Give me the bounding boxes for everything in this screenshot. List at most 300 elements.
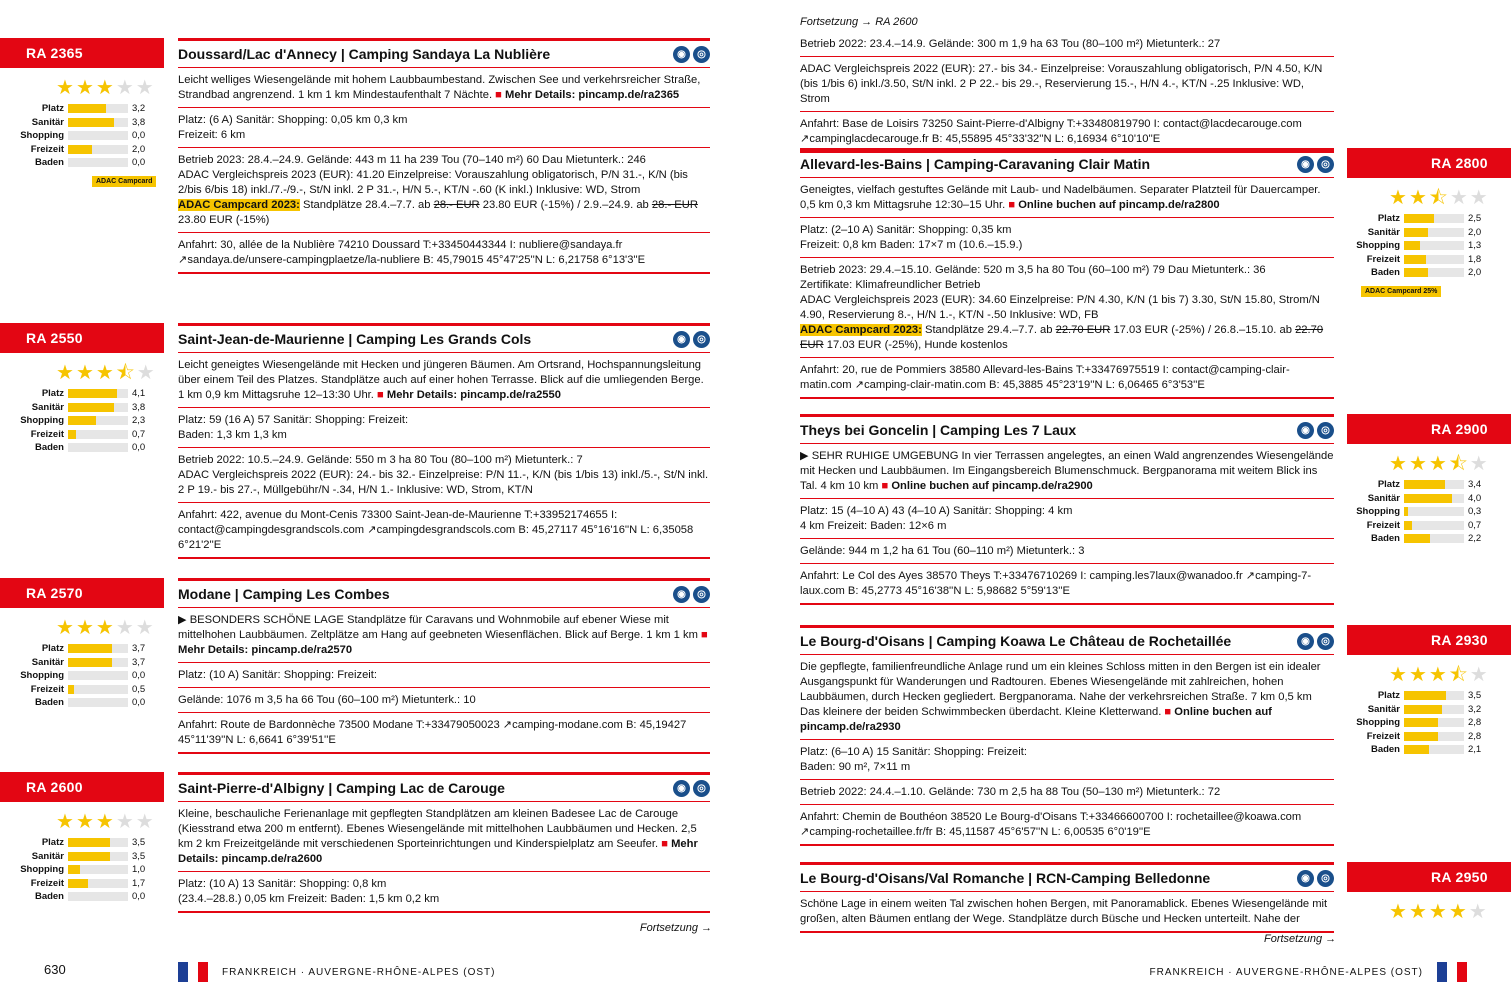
rating-sidebar [0,772,164,904]
entry-icons [673,780,710,797]
star-icon: ★ [1408,187,1427,209]
star-icon: ★ [115,617,134,639]
rating-label: Shopping [20,415,64,427]
entry-icons [673,331,710,348]
rating-fill [1404,255,1426,264]
rating-fill [1404,705,1442,714]
rating-fill [1404,480,1445,489]
rating-fill [1404,521,1412,530]
rating-label: Sanitär [31,850,64,862]
footer-text: FRANKREICH · AUVERGNE-RHÔNE-ALPES (OST) [222,966,496,978]
preis: ADAC Vergleichspreis 2022 (EUR): 27.- bis 34.- Einzelpreise: Vorauszahlung obligatorisch, P/N 4.50, K/N (bis 1/bis 6) inkl./3.50, St/N inkl. 2 P 22.- bis 29.-, Reservierung 15.-, H/N 4.-, KT/N -.25 Inklusive: WD, Strom [800,57,1334,112]
rating-row [0,414,164,428]
star-icon: ★ [1389,187,1407,209]
entry-icons [673,586,710,603]
star-rating [1347,892,1511,926]
facilities [800,499,1334,539]
rating-row [0,156,164,170]
star-icon: ★ [1449,187,1468,209]
rating-row [1347,730,1511,744]
entry-title: Doussard/Lac d'Annecy | Camping Sandaya La Nublière [178,45,551,62]
campcard-text: 17.03 EUR (-25%), Hunde kostenlos [826,339,1008,351]
rating-label: Baden [1370,533,1400,545]
feature-icon: ◎ [1317,156,1334,173]
betrieb-line: Betrieb 2022: 24.4.–1.10. Gelände: 730 m 2,5 ha 88 Tou (50–130 m²) Mietunterk.: 72 [800,786,1221,798]
rating-value: 3,8 [132,116,146,128]
platz-line: Platz: (2–10 A) Sanitär: Shopping: 0,35 km [800,224,1012,236]
star-icon: ⯪ [1428,187,1448,209]
rating-bar [68,389,128,398]
star-icon: ★ [1408,664,1427,686]
rating-row [0,387,164,401]
rating-label: Freizeit [1366,253,1400,265]
rating-bar [68,443,128,452]
rating-row [0,850,164,864]
gelaende: Gelände: 944 m 1,2 ha 61 Tou (60–110 m²) Mietunterk.: 3 [800,539,1334,564]
rating-value: 0,0 [132,130,146,142]
rating-value: 2,0 [1468,226,1482,238]
rating-fill [68,658,112,667]
rating-fill [68,865,80,874]
star-icon: ★ [75,811,94,833]
france-flag-icon [178,962,208,982]
rating-bar [68,838,128,847]
rating-row [0,102,164,116]
feature-icon: ◉ [1297,422,1314,439]
entry-header [800,862,1334,892]
rating-sidebar [0,38,164,188]
rating-label: Sanitär [1367,226,1400,238]
rating-bar [1404,228,1464,237]
platz-line: Platz: 59 (16 A) 57 Sanitär: Shopping: Freizeit: [178,414,409,426]
description-text: ▶ SEHR RUHIGE UMGEBUNG In vier Terrassen angelegtes, an einen Wald angrenzendes Wiesengelände mit Hecken und Laubbäumen. Im Eingangsbereich Blumenschmuck. Bergpanorama mit weitem Blick ins Tal. 4 km 10 km [800,450,1334,492]
star-icon: ★ [135,77,154,99]
facilities [178,108,710,148]
rating-row [0,642,164,656]
rating-bar [68,879,128,888]
entry-code: RA 2550 [0,323,164,353]
rating-sidebar [1347,862,1511,926]
rating-fill [1404,718,1438,727]
star-icon: ★ [95,77,114,99]
continued-note: Fortsetzung → [639,922,712,934]
rating-fill [68,389,117,398]
france-flag-icon [1437,962,1467,982]
description-text: ▶ BESONDERS SCHÖNE LAGE Standplätze für Caravans und Wohnmobile auf ebener Wiese mit mittelhohen Laubbäumen. Zeltplätze am Hang auf geebneten Wiesenflächen. Blick auf Berge. 1 km 1 km [178,614,698,641]
rating-row [1347,266,1511,280]
rating-label: Shopping [20,130,64,142]
rating-label: Sanitär [31,116,64,128]
rating-value: 3,7 [132,643,146,655]
rating-value: 1,8 [1468,253,1482,265]
freizeit-line: Baden: 90 m², 7×11 m [800,761,911,773]
rating-label: Platz [41,643,64,655]
rating-label: Baden [1370,267,1400,279]
rating-fill [1404,268,1428,277]
rating-value: 3,2 [1468,703,1482,715]
old-price: 22.70 EUR [800,324,1324,351]
entry-title: Allevard-les-Bains | Camping-Caravaning Clair Matin [800,155,1151,172]
details-link[interactable]: Online buchen auf pincamp.de/ra2800 [1018,199,1220,211]
entry-title: Saint-Pierre-d'Albigny | Camping Lac de Carouge [178,779,505,796]
entry-icons [1297,422,1334,439]
rating-bar [1404,705,1464,714]
star-icon: ★ [1468,901,1487,923]
rating-label: Platz [41,388,64,400]
campcard-label: ADAC Campcard 2023: [800,324,922,336]
description-text: Leicht welliges Wiesengelände mit hohem Laubbaumbestand. Zwischen See und verkehrsreicher Straße, Strandbad angrenzend. 1 km 1 km Mindestaufenthalt 7 Nächte. [178,74,701,101]
rating-bar [1404,745,1464,754]
facilities [178,663,710,688]
description: Geneigtes, vielfach gestuftes Gelände mit Laub- und Nadelbäumen. Separater Platzteil für Dauercamper. 0,5 km 0,3 km Mittagsruhe 12:30–15 Uhr. ■ Online buchen auf pincamp.de/ra2800 [800,178,1334,218]
campcard-text: Standplätze 28.4.–7.7. ab [302,199,431,211]
feature-icon: ◉ [673,780,690,797]
description-text: Kleine, beschauliche Ferienanlage mit gepflegten Standplätzen am kleinen Badesee Lac de Carouge (Kiesstrand etwa 200 m entfernt). Ebenes Wiesengelände mit mittelhohen Laubbäumen und Hecken. 2,5 km 2 km Freizeitgelände mit verschiedenen Sporteinrichtungen und Kinderspielplatz am Seeufer. [178,808,697,850]
feature-icon: ◎ [693,46,710,63]
rating-row [0,696,164,710]
rating-value: 3,8 [132,401,146,413]
rating-label: Freizeit [30,877,64,889]
rating-bar [1404,534,1464,543]
rating-bar [68,145,128,154]
rating-label: Platz [41,103,64,115]
rating-fill [68,644,112,653]
rating-bar [68,671,128,680]
star-icon: ★ [1408,901,1427,923]
rating-bar [68,416,128,425]
zert-line: Zertifikate: Klimafreundlicher Betrieb [800,279,981,291]
campsite-entry [800,862,1334,933]
entry-header [178,38,710,68]
rating-value: 3,4 [1468,479,1482,491]
rating-value: 0,0 [132,697,146,709]
campcard-text: Standplätze 29.4.–7.7. ab [924,324,1053,336]
star-rating [1347,178,1511,212]
campcard-text: 17.03 EUR (-25%) / 26.8.–15.10. ab [1113,324,1292,336]
star-icon: ★ [56,811,74,833]
rating-bar [68,892,128,901]
rating-sidebar [1347,414,1511,546]
rating-fill [68,852,110,861]
rating-value: 3,7 [132,656,146,668]
star-icon: ⯪ [1448,453,1468,475]
footer-text: FRANKREICH · AUVERGNE-RHÔNE-ALPES (OST) [1149,966,1423,978]
gelaende: Gelände: 1076 m 3,5 ha 66 Tou (60–100 m²) Mietunterk.: 10 [178,688,710,713]
anfahrt: Anfahrt: 422, avenue du Mont-Cenis 73300 Saint-Jean-de-Maurienne T:+33952174655 I: contact@campingdesgrandscols.com ↗campingdesgrandscols.com B: 45,27117 45°16'16''N L: 6,35058 6°21'2''E [178,503,710,559]
rating-label: Freizeit [1366,519,1400,531]
rating-row [0,428,164,442]
rating-label: Baden [34,442,64,454]
rating-label: Freizeit [30,683,64,695]
star-icon: ★ [95,617,114,639]
rating-label: Freizeit [30,143,64,155]
entry-title: Modane | Camping Les Combes [178,585,390,602]
rating-bar [1404,480,1464,489]
feature-icon: ◉ [1297,633,1314,650]
entry-code: RA 2600 [0,772,164,802]
rating-sidebar [0,323,164,455]
rating-fill [1404,241,1420,250]
rating-bar [68,104,128,113]
rating-bar [1404,507,1464,516]
rating-fill [68,104,106,113]
entry-header [800,148,1334,178]
rating-row [0,863,164,877]
rating-value: 3,5 [132,850,146,862]
rating-bar [1404,691,1464,700]
preis-line: ADAC Vergleichspreis 2022 (EUR): 24.- bis 32.- Einzelpreise: P/N 11.-, K/N (bis 1/bis 13) inkl./5.-, St/N inkl. 2 P 19.- bis 27.-, Müllgebühr/N -.34, H/N 1.- Inklusive: WD, Strom, KT/N [178,469,709,496]
star-icon: ★ [1469,453,1488,475]
details-link[interactable]: Online buchen auf pincamp.de/ra2900 [891,480,1093,492]
star-icon: ★ [115,77,134,99]
feature-icon: ◎ [1317,633,1334,650]
rating-row [1347,239,1511,253]
star-icon: ★ [75,77,94,99]
rating-value: 2,1 [1468,744,1482,756]
description [800,892,1334,933]
rating-row [1347,743,1511,757]
rating-bar [1404,494,1464,503]
description-text: Geneigtes, vielfach gestuftes Gelände mit Laub- und Nadelbäumen. Separater Platzteil für Dauercamper. 0,5 km 0,3 km Mittagsruhe 12:30–15 Uhr. [800,184,1321,211]
platz-line: Platz: 15 (4–10 A) 43 (4–10 A) Sanitär: Shopping: 4 km [800,505,1073,517]
star-icon: ⯪ [115,362,135,384]
rating-bar [1404,718,1464,727]
rating-bar [68,685,128,694]
rating-value: 4,1 [132,388,146,400]
rating-label: Sanitär [1367,492,1400,504]
freizeit-line: 4 km Freizeit: Baden: 12×6 m [800,520,947,532]
platz-line: Platz: (6–10 A) 15 Sanitär: Shopping: Freizeit: [800,746,1027,758]
rating-value: 0,7 [132,428,146,440]
star-icon: ★ [135,811,154,833]
facilities [178,408,710,448]
rating-fill [68,416,96,425]
description: ▶ BESONDERS SCHÖNE LAGE Standplätze für Caravans und Wohnmobile auf ebener Wiese mit mittelhohen Laubbäumen. Zeltplätze am Hang auf geebneten Wiesenflächen. Blick auf Berge. 1 km 1 km ■ Mehr Details: pincamp.de/ra2570 [178,608,710,663]
rating-value: 1,3 [1468,240,1482,252]
entry-header [178,772,710,802]
feature-icon: ◉ [1297,870,1314,887]
star-rating [0,802,164,836]
campsite-entry [178,578,710,754]
anfahrt: Anfahrt: 30, allée de la Nublière 74210 Doussard T:+33450443344 I: nubliere@sandaya.fr ↗sandaya.de/unsere-campingplaetze/la-nubliere B: 45,79015 45°47'25''N L: 6,21758 6°13'3''E [178,233,710,274]
rating-row [1347,226,1511,240]
description-text: Die gepflegte, familienfreundliche Anlage rund um ein kleines Schloss mitten in den Bergen ist ein idealer Ausgangspunkt für Wanderungen und Radtouren. Ebenes Wiesengelände mit zahlreichen, hohen Laubbäumen, durch Hecken gegliedert. Bergpanorama. Nahe der verkehrsreichen Straße. 7 km 0,5 km Das kleinere der beiden Schwimmbecken überdacht. Kleine Kletterwand. [800,661,1321,718]
rating-label: Baden [34,157,64,169]
campsite-entry [800,414,1334,605]
continued-top-note: Fortsetzung → RA 2600 [800,16,918,28]
details-link[interactable]: Mehr Details: pincamp.de/ra2365 [505,89,680,101]
freizeit-line: (23.4.–28.8.) 0,05 km Freizeit: Baden: 1,5 km 0,2 km [178,893,440,905]
campsite-entry [178,323,710,559]
feature-icon: ◎ [693,331,710,348]
rating-bar [1404,214,1464,223]
rating-label: Shopping [20,864,64,876]
rating-bar [68,658,128,667]
platz-line: Platz: (10 A) 13 Sanitär: Shopping: 0,8 km [178,878,387,890]
rating-fill [1404,732,1438,741]
feature-icon: ◎ [1317,422,1334,439]
star-icon: ★ [95,362,114,384]
entry-title: Le Bourg-d'Oisans | Camping Koawa Le Château de Rochetaillée [800,632,1232,649]
rating-row [0,877,164,891]
campsite-entry [800,625,1334,846]
star-rating [1347,655,1511,689]
rating-label: Shopping [20,670,64,682]
description: Leicht welliges Wiesengelände mit hohem Laubbaumbestand. Zwischen See und verkehrsreicher Straße, Strandbad angrenzend. 1 km 1 km Mindestaufenthalt 7 Nächte. ■ Mehr Details: pincamp.de/ra2365 [178,68,710,108]
description: Leicht geneigtes Wiesengelände mit Hecken und jüngeren Bäumen. Am Ortsrand, Hochspannungsleitung über einem Teil des Platzes. Standplätze auch auf einer hohen Terrasse. Blick auf die umliegenden Berge. 1 km 0,9 km Mittagsruhe 12–13:30 Uhr. ■ Mehr Details: pincamp.de/ra2550 [178,353,710,408]
rating-row [1347,478,1511,492]
star-icon: ★ [135,617,154,639]
page-number: 630 [44,962,66,977]
rating-value: 4,0 [1468,492,1482,504]
footer [178,962,495,982]
star-icon: ★ [115,811,134,833]
rating-bar [1404,521,1464,530]
details-link[interactable]: Online buchen auf pincamp.de/ra2930 [800,706,1272,733]
star-icon: ★ [56,617,74,639]
freizeit-line: Freizeit: 0,8 km Baden: 17×7 m (10.6.–15.9.) [800,239,1023,251]
entry-title: Saint-Jean-de-Maurienne | Camping Les Grands Cols [178,330,532,347]
entry-code: RA 2365 [0,38,164,68]
preis-line: ADAC Vergleichspreis 2023 (EUR): 41.20 Einzelpreise: Vorauszahlung obligatorisch, P/N 31.-, K/N (bis 2/bis 6/bis 18) inkl./7.-/9.-, St/N inkl. 2 P 31.-, H/N 5.-, KT/N -.60 (K inkl.) Inklusive: WD, Strom [178,169,688,196]
rating-bar [1404,268,1464,277]
rating-fill [1404,494,1452,503]
rating-fill [68,685,74,694]
rating-fill [1404,507,1408,516]
campcard-badge: ADAC Campcard [92,176,156,187]
star-rating [0,353,164,387]
facilities [178,872,710,913]
rating-label: Sanitär [1367,703,1400,715]
details-link[interactable]: Mehr Details: pincamp.de/ra2550 [386,389,561,401]
campcard-text: 23.80 EUR (-15%) [178,214,270,226]
rating-fill [68,145,92,154]
rating-value: 0,3 [1468,506,1482,518]
anfahrt: Anfahrt: Route de Bardonnèche 73500 Modane T:+33479050023 ↗camping-modane.com B: 45,19427 45°11'39''N L: 6,6641 6°39'51''E [178,713,710,754]
rating-value: 0,5 [132,683,146,695]
rating-bar [68,865,128,874]
rating-label: Freizeit [30,428,64,440]
entry-icons [1297,870,1334,887]
anfahrt: Anfahrt: 20, rue de Pommiers 38580 Allevard-les-Bains T:+33476975519 I: contact@camping-clair-matin.com ↗camping-clair-matin.com B: 45,3885 45°23'19''N L: 6,06465 6°3'53''E [800,358,1334,399]
rating-value: 0,0 [132,670,146,682]
campcard-badge: ADAC Campcard 25% [1361,286,1441,297]
feature-icon: ◎ [693,780,710,797]
rating-row [0,656,164,670]
rating-value: 2,3 [132,415,146,427]
operation [178,448,710,503]
details-link[interactable]: Mehr Details: pincamp.de/ra2600 [178,838,698,865]
rating-value: 2,8 [1468,717,1482,729]
rating-label: Platz [1377,479,1400,491]
rating-row [0,129,164,143]
rating-row [0,441,164,455]
platz-line: Platz: (10 A) Sanitär: Shopping: Freizeit: [178,669,377,681]
entry-code: RA 2930 [1347,625,1511,655]
star-icon: ★ [1428,901,1447,923]
entry-header [800,625,1334,655]
rating-label: Platz [1377,213,1400,225]
footer [1150,962,1467,982]
rating-bar [1404,732,1464,741]
entry-code: RA 2570 [0,578,164,608]
rating-bar [68,158,128,167]
right-page [756,0,1511,1000]
anfahrt: Anfahrt: Le Col des Ayes 38570 Theys T:+33476710269 I: camping.les7laux@wanadoo.fr ↗camping-7-laux.com B: 45,2773 45°16'38''N L: 5,98682 5°59'13''E [800,564,1334,605]
rating-row [1347,505,1511,519]
star-icon: ★ [95,811,114,833]
old-price: 28.- EUR [651,199,698,211]
entry-icons [1297,156,1334,173]
rating-bar [68,131,128,140]
star-icon: ★ [1448,901,1467,923]
rating-row [0,683,164,697]
star-icon: ★ [56,362,74,384]
rating-row [0,669,164,683]
rating-value: 0,0 [132,157,146,169]
rating-bar [1404,255,1464,264]
campcard-line [800,323,1334,353]
entry-code: RA 2900 [1347,414,1511,444]
star-icon: ★ [75,362,94,384]
campsite-entry [178,772,710,913]
old-price: 22.70 EUR [1055,324,1111,336]
feature-icon: ◉ [673,331,690,348]
rating-value: 0,7 [1468,519,1482,531]
star-icon: ⯪ [1448,664,1468,686]
rating-value: 2,8 [1468,730,1482,742]
entry-code: RA 2950 [1347,862,1511,892]
entry-title: Theys bei Goncelin | Camping Les 7 Laux [800,421,1077,438]
rating-value: 2,2 [1468,533,1482,545]
description: ▶ SEHR RUHIGE UMGEBUNG In vier Terrassen angelegtes, an einen Wald angrenzendes Wiesengelände mit Hecken und Laubbäumen. Im Eingangsbereich Blumenschmuck. Bergpanorama mit weitem Blick ins Tal. 4 km 10 km ■ Online buchen auf pincamp.de/ra2900 [800,444,1334,499]
facilities [800,740,1334,780]
rating-value: 0,0 [132,442,146,454]
rating-bar [68,430,128,439]
campcard-line [178,198,710,228]
star-icon: ★ [56,77,74,99]
rating-value: 2,0 [132,143,146,155]
details-link[interactable]: Mehr Details: pincamp.de/ra2570 [178,644,353,656]
continued-note: Fortsetzung → [1264,933,1337,945]
description: Die gepflegte, familienfreundliche Anlage rund um ein kleines Schloss mitten in den Bergen ist ein idealer Ausgangspunkt für Wanderungen und Radtouren. Ebenes Wiesengelände mit zahlreichen, hohen Laubbäumen, durch Hecken gegliedert. Bergpanorama. Nahe der verkehrsreichen Straße. 7 km 0,5 km Das kleinere der beiden Schwimmbecken überdacht. Kleine Kletterwand. ■ Online buchen auf pincamp.de/ra2930 [800,655,1334,740]
rating-bar [68,698,128,707]
rating-fill [68,838,110,847]
rating-value: 1,7 [132,877,146,889]
campcard-text: 23.80 EUR (-15%) / 2.9.–24.9. ab [482,199,649,211]
star-icon: ★ [1469,664,1488,686]
preis-line: ADAC Vergleichspreis 2023 (EUR): 34.60 Einzelpreise: P/N 4.30, K/N (1 bis 7) 3.30, St/N 15.80, Strom/N 4.90, Reservierung 8.-, H/N 1.-, KT/N -.50 Inklusive: WD, FB [800,294,1320,321]
star-icon: ★ [75,617,94,639]
rating-fill [68,879,88,888]
rating-label: Sanitär [31,401,64,413]
entry-code: RA 2800 [1347,148,1511,178]
rating-fill [68,430,76,439]
rating-row [1347,716,1511,730]
rating-row [1347,689,1511,703]
feature-icon: ◉ [673,46,690,63]
rating-fill [68,403,114,412]
rating-value: 3,2 [132,103,146,115]
star-icon: ★ [1469,187,1488,209]
rating-label: Baden [1370,744,1400,756]
rating-value: 2,5 [1468,213,1482,225]
continued-entry [800,32,1334,153]
star-icon: ★ [1389,664,1407,686]
rating-value: 3,5 [132,837,146,849]
rating-fill [1404,534,1430,543]
entry-icons [673,46,710,63]
